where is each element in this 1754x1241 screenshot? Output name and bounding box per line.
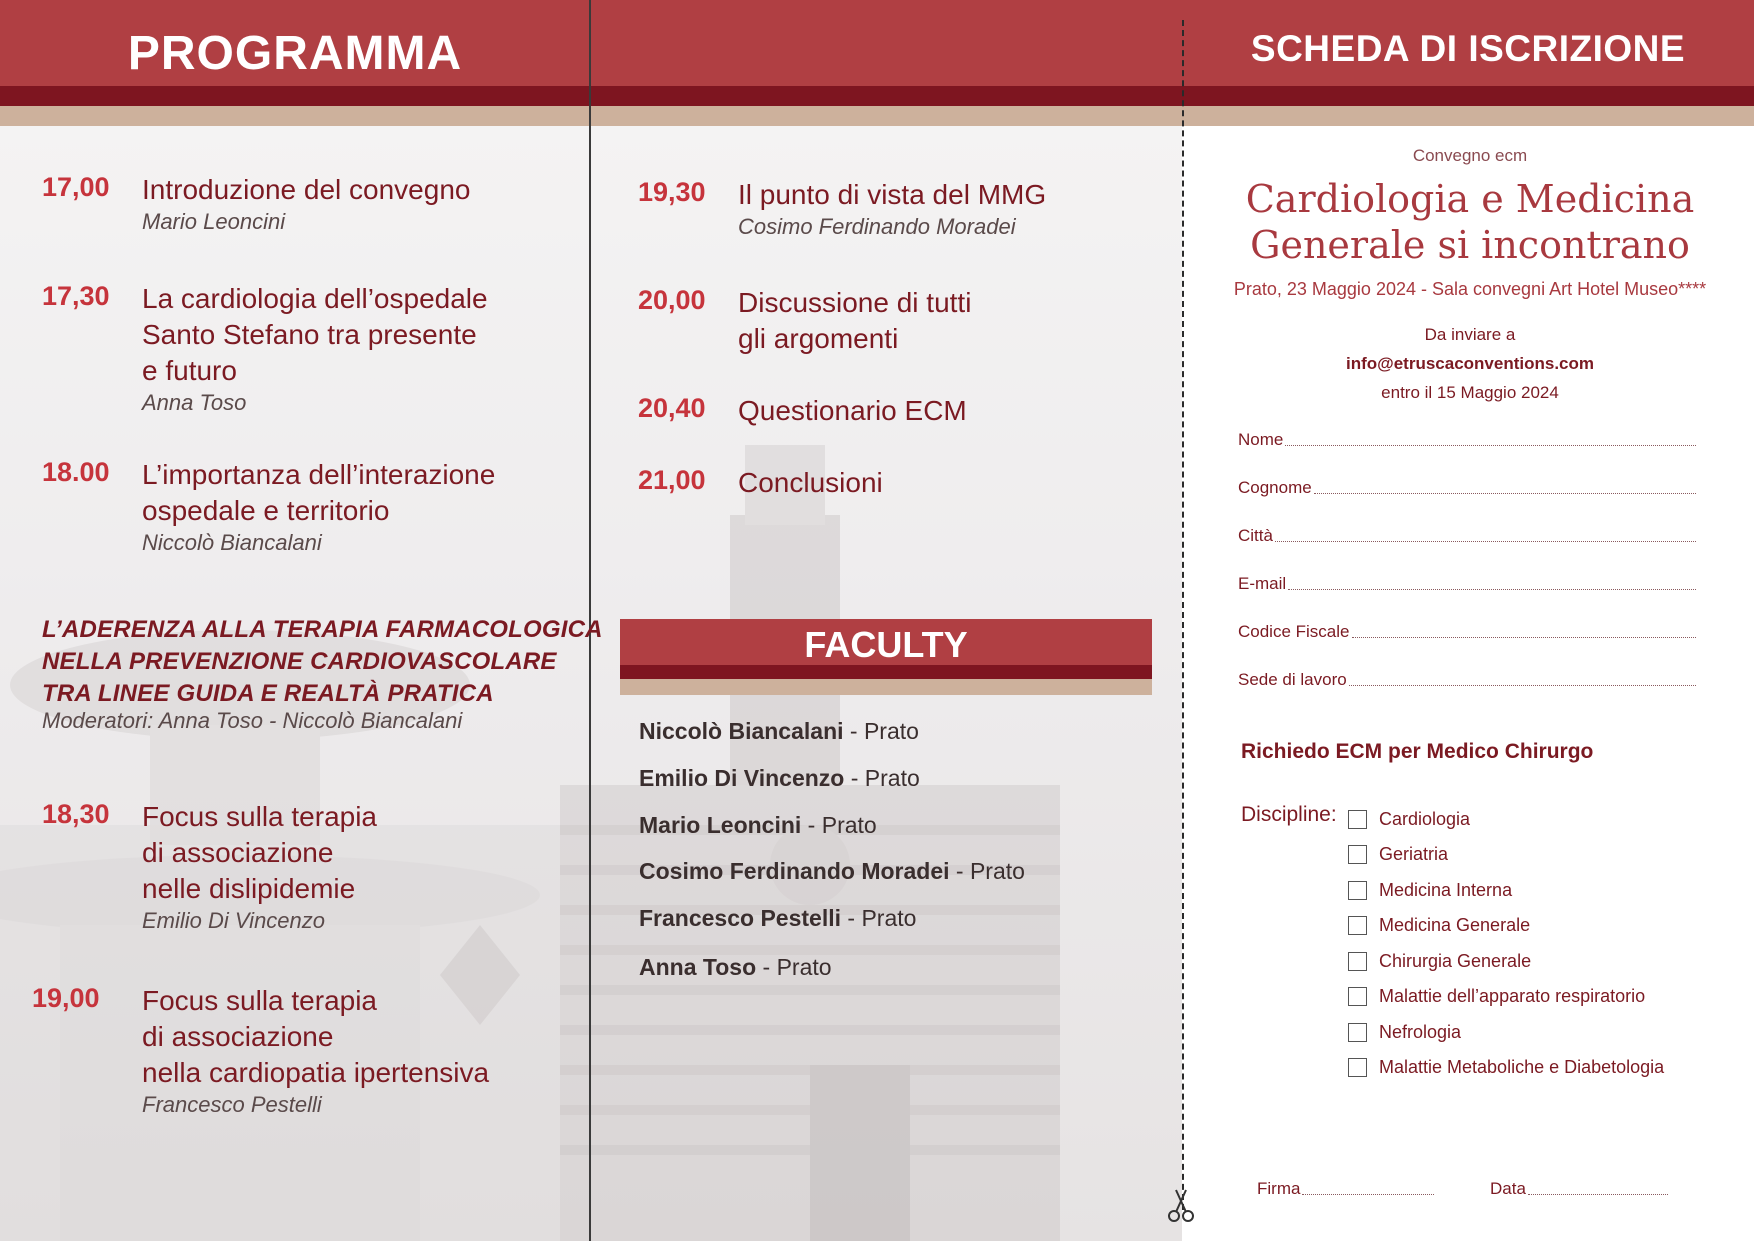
email-field[interactable] xyxy=(1238,574,1696,594)
program-item-1 xyxy=(42,172,470,236)
field-label: Nome xyxy=(1238,430,1284,449)
event-type: Convegno ecm xyxy=(1412,146,1528,165)
session-moderators: Moderatori: Anna Toso - Niccolò Biancalani xyxy=(42,708,463,733)
item-topic-line: di associazione xyxy=(142,837,334,868)
item-topic-line: ospedale e territorio xyxy=(142,495,390,526)
form-title: SCHEDA DI ISCRIZIONE xyxy=(1250,28,1686,69)
item-time: 18.00 xyxy=(42,457,110,487)
header-stripe-tan xyxy=(0,106,1754,126)
event-venue: Prato, 23 Maggio 2024 - Sala convegni Art Hotel Museo**** xyxy=(1233,279,1707,299)
session-title-line: NELLA PREVENZIONE CARDIOVASCOLARE xyxy=(42,648,557,675)
discipline-label: Nefrologia xyxy=(1379,1022,1462,1042)
checkbox[interactable] xyxy=(1348,1058,1367,1077)
item-speaker: Cosimo Ferdinando Moradei xyxy=(738,214,1016,239)
program-item-4 xyxy=(42,799,377,935)
discipline-option[interactable] xyxy=(1348,915,1530,936)
program-item-8 xyxy=(638,393,967,429)
faculty-title: FACULTY xyxy=(804,624,968,665)
faculty-city: - Prato xyxy=(844,765,920,791)
program-item-3 xyxy=(42,457,495,557)
faculty-name: Cosimo Ferdinando Moradei xyxy=(639,858,950,884)
faculty-name: Emilio Di Vincenzo xyxy=(639,765,845,791)
discipline-option[interactable] xyxy=(1348,1057,1664,1078)
item-topic: Il punto di vista del MMG xyxy=(738,179,1047,210)
name-field[interactable] xyxy=(1238,430,1696,450)
faculty-name: Mario Leoncini xyxy=(639,812,802,838)
scissors-icon xyxy=(1166,1188,1196,1224)
item-time: 20,40 xyxy=(638,393,706,423)
discipline-option[interactable] xyxy=(1348,951,1531,972)
discipline-label: Chirurgia Generale xyxy=(1379,951,1532,971)
item-speaker: Niccolò Biancalani xyxy=(142,530,322,555)
send-to-label: Da inviare a xyxy=(1424,325,1516,344)
faculty-member xyxy=(639,954,832,981)
faculty-city: - Prato xyxy=(843,718,919,744)
checkbox[interactable] xyxy=(1348,952,1367,971)
faculty-member xyxy=(639,905,916,932)
item-time: 19,30 xyxy=(638,177,706,207)
faculty-member xyxy=(639,765,920,792)
item-topic-line: nelle dislipidemie xyxy=(142,873,356,904)
program-title: PROGRAMMA xyxy=(127,27,463,80)
checkbox[interactable] xyxy=(1348,845,1367,864)
tax-code-field[interactable] xyxy=(1238,622,1696,642)
faculty-city: - Prato xyxy=(756,954,832,980)
item-time: 17,30 xyxy=(42,281,110,311)
program-item-9 xyxy=(638,465,883,501)
checkbox[interactable] xyxy=(1348,916,1367,935)
city-field[interactable] xyxy=(1238,526,1696,546)
field-label: Sede di lavoro xyxy=(1238,670,1347,689)
event-title-line-2: Generale si incontrano xyxy=(1250,223,1690,267)
faculty-city: - Prato xyxy=(949,858,1025,884)
item-topic-line: di associazione xyxy=(142,1021,334,1052)
workplace-field[interactable] xyxy=(1238,670,1696,690)
item-time: 17,00 xyxy=(42,172,110,202)
field-label: E-mail xyxy=(1238,574,1287,593)
checkbox[interactable] xyxy=(1348,881,1367,900)
item-topic-line: Focus sulla terapia xyxy=(142,985,378,1016)
program-item-6 xyxy=(638,177,1046,241)
send-deadline: entro il 15 Maggio 2024 xyxy=(1381,383,1559,402)
discipline-label: Malattie Metaboliche e Diabetologia xyxy=(1379,1057,1665,1077)
event-title-line-1: Cardiologia e Medicina xyxy=(1245,177,1695,221)
discipline-label: Malattie dell’apparato respiratorio xyxy=(1379,986,1646,1006)
item-topic-line: e futuro xyxy=(142,355,237,386)
program-item-7 xyxy=(638,285,971,357)
faculty-stripe-tan xyxy=(620,679,1152,695)
checkbox[interactable] xyxy=(1348,1023,1367,1042)
faculty-city: - Prato xyxy=(841,905,917,931)
item-speaker: Mario Leoncini xyxy=(142,209,286,234)
item-topic: Conclusioni xyxy=(738,467,883,498)
header-band-middle xyxy=(590,0,1182,86)
item-topic: Introduzione del convegno xyxy=(142,174,471,205)
field-label: Firma xyxy=(1257,1179,1301,1198)
item-topic-line: La cardiologia dell’ospedale xyxy=(142,283,488,314)
discipline-label: Medicina Interna xyxy=(1379,880,1513,900)
disciplines-label: Discipline: xyxy=(1241,803,1337,826)
faculty-name: Anna Toso xyxy=(639,954,757,980)
field-label: Codice Fiscale xyxy=(1238,622,1350,641)
faculty-name: Niccolò Biancalani xyxy=(639,718,844,744)
session-title-line: TRA LINEE GUIDA E REALTÀ PRATICA xyxy=(42,680,494,707)
discipline-option[interactable] xyxy=(1348,880,1512,901)
item-topic-line: nella cardiopatia ipertensiva xyxy=(142,1057,490,1088)
session-title-line: L’ADERENZA ALLA TERAPIA FARMACOLOGICA xyxy=(42,616,603,643)
item-topic-line: Santo Stefano tra presente xyxy=(142,319,477,350)
send-to-email: info@etruscaconventions.com xyxy=(1345,354,1594,373)
date-field[interactable] xyxy=(1490,1179,1668,1199)
discipline-option[interactable] xyxy=(1348,844,1448,865)
item-time: 20,00 xyxy=(638,285,706,315)
ecm-request: Richiedo ECM per Medico Chirurgo xyxy=(1241,740,1594,763)
field-label: Città xyxy=(1238,526,1273,545)
item-time: 18,30 xyxy=(42,799,110,829)
signature-field[interactable] xyxy=(1257,1179,1434,1199)
surname-field[interactable] xyxy=(1238,478,1696,498)
faculty-member xyxy=(639,812,877,839)
program-item-5 xyxy=(32,983,489,1119)
faculty-city: - Prato xyxy=(801,812,877,838)
field-label: Data xyxy=(1490,1179,1526,1198)
discipline-option[interactable] xyxy=(1348,1022,1461,1043)
field-label: Cognome xyxy=(1238,478,1312,497)
discipline-option[interactable] xyxy=(1348,986,1645,1007)
discipline-label: Geriatria xyxy=(1379,844,1449,864)
item-time: 21,00 xyxy=(638,465,706,495)
item-topic-line: gli argomenti xyxy=(738,323,899,354)
faculty-stripe-dark xyxy=(620,665,1152,679)
faculty-member xyxy=(639,718,919,745)
checkbox[interactable] xyxy=(1348,810,1367,829)
header-stripe-dark xyxy=(0,86,1754,106)
discipline-option[interactable] xyxy=(1348,809,1470,830)
item-topic-line: Focus sulla terapia xyxy=(142,801,378,832)
cut-line xyxy=(1182,20,1184,1210)
item-speaker: Anna Toso xyxy=(142,390,247,415)
item-time: 19,00 xyxy=(32,983,100,1013)
session-title xyxy=(42,614,603,710)
item-speaker: Francesco Pestelli xyxy=(142,1092,322,1117)
discipline-label: Cardiologia xyxy=(1379,809,1471,829)
checkbox[interactable] xyxy=(1348,987,1367,1006)
discipline-label: Medicina Generale xyxy=(1379,915,1531,935)
item-topic: Questionario ECM xyxy=(738,395,967,426)
item-topic-line: L’importanza dell’interazione xyxy=(142,459,496,490)
faculty-name: Francesco Pestelli xyxy=(639,905,841,931)
faculty-member xyxy=(639,858,1025,885)
program-item-2 xyxy=(42,281,488,417)
item-speaker: Emilio Di Vincenzo xyxy=(142,908,326,933)
item-topic-line: Discussione di tutti xyxy=(738,287,972,318)
